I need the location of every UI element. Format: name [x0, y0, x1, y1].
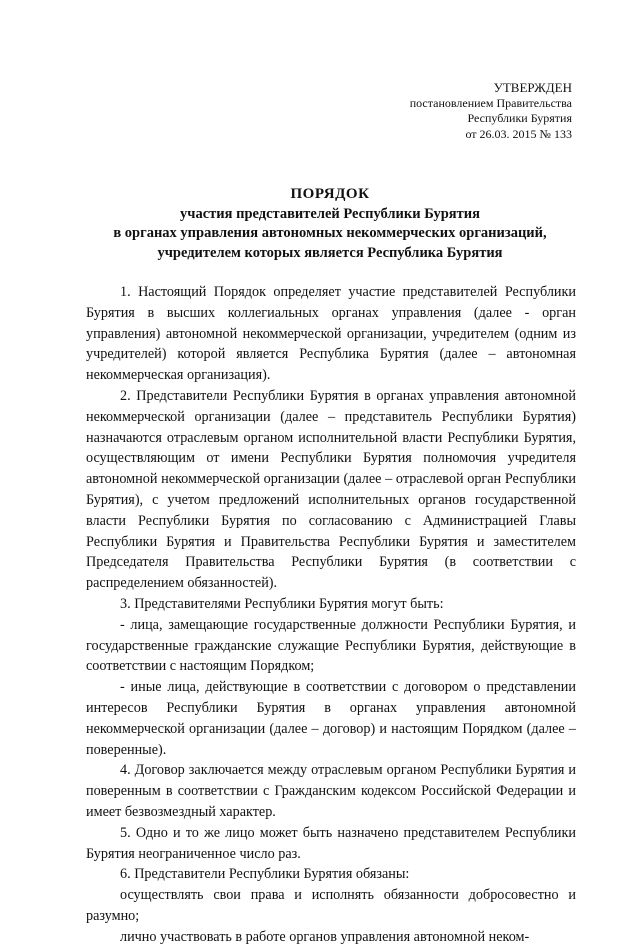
approval-decree-line: постановлением Правительства — [409, 95, 572, 110]
approval-republic-line: Республики Бурятия — [467, 111, 572, 125]
paragraph: 6. Представители Республики Бурятия обязаны: — [120, 866, 410, 883]
title-line-2: участия представителей Республики Бурятия — [180, 205, 480, 222]
approval-stamp — [312, 80, 572, 142]
paragraph: 1. Настоящий Порядок определяет участие представителей Республики Бурятия в высших коллегиальных органах управления (далее - орган управления) автономной некоммерческой организации, учредителем (одним из учредителей) которой является Республика Бурятия (далее – автономная некоммерческая организация). — [86, 284, 576, 384]
paragraph: 5. Одно и то же лицо может быть назначено представителем Республики Бурятия неограниченное число раз. — [86, 824, 576, 862]
paragraph: 2. Представители Республики Бурятия в органах управления автономной некоммерческой организации (далее – представитель Республики Бурятия) назначаются отраслевым органом исполнительной власти Республики Бурятия, осуществляющим от имени Республики Бурятия полномочия учредителя автономной некоммерческой организации (далее – отраслевой орган Республики Бурятия), с учетом предложений исполнительных органов государственной власти Республики Бурятия по согласованию с Администрацией Главы Республики Бурятия и Правительства Республики Бурятия и заместителем Председателя Правительства Республики Бурятия (в соответствии с распределением обязанностей). — [86, 387, 576, 592]
paragraph: лично участвовать в работе органов управления автономной неком- — [120, 928, 530, 945]
paragraph: - лица, замещающие государственные должности Республики Бурятия, и государственные гражданские служащие Республики Бурятия, действующие в соответствии с настоящим Порядком; — [86, 616, 576, 675]
document-body — [86, 282, 576, 948]
document-title — [80, 185, 580, 263]
paragraph: 3. Представителями Республики Бурятия могут быть: — [120, 595, 444, 612]
approval-heading: УТВЕРЖДЕН — [493, 80, 572, 95]
title-line-1: ПОРЯДОК — [290, 186, 370, 202]
paragraph: - иные лица, действующие в соответствии с договором о представлении интересов Республики Бурятия в органах управления автономной некоммерческой организации (далее – договор) и настоящим Порядком (далее – поверенные). — [86, 679, 576, 758]
paragraph: осуществлять свои права и исполнять обязанности добросовестно и разумно; — [86, 887, 576, 924]
approval-date-number: от 26.03. 2015 № 133 — [465, 126, 572, 141]
title-line-4: учредителем которых является Республика Бурятия — [157, 244, 503, 261]
paragraph: 4. Договор заключается между отраслевым органом Республики Бурятия и поверенным в соответствии с Гражданским кодексом Российской Федерации и имеет безвозмездный характер. — [86, 762, 576, 820]
title-line-3: в органах управления автономных некоммерческих организаций, — [113, 225, 547, 241]
